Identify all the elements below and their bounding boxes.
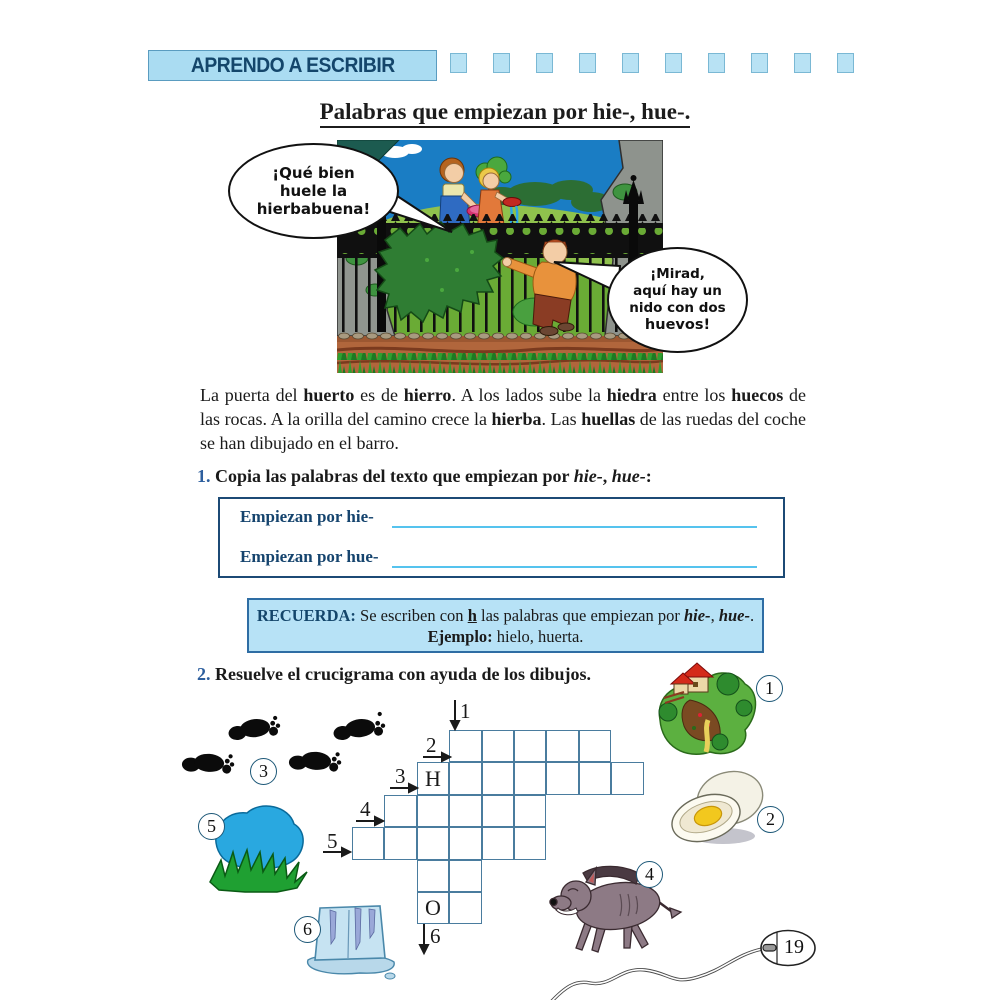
crossword-cell-r1c5[interactable] <box>514 762 546 794</box>
crossword-cell-r0c7[interactable] <box>579 730 611 762</box>
reading-paragraph: La puerta del huerto es de hierro. A los lados sube la hiedra entre los huecos de las rocas. A la orilla del camino crece la hierba. Las huellas de las ruedas del coche se han dibujado en el barro. <box>200 385 807 453</box>
mouse-cable <box>550 949 762 1000</box>
clue-number-6: 6 <box>430 924 441 948</box>
grass-icon <box>205 800 315 895</box>
clue-number-5: 5 <box>327 829 338 853</box>
crossword-cell-r0c5[interactable] <box>514 730 546 762</box>
picture-badge-3: 3 <box>250 758 277 785</box>
header-title: APRENDO A ESCRIBIR <box>190 53 395 77</box>
orchard-house-icon <box>650 660 765 765</box>
crossword-cell-r2c5[interactable] <box>514 795 546 827</box>
egg-icon <box>668 760 768 852</box>
crossword-cell-r1c7[interactable] <box>579 762 611 794</box>
decor-square <box>665 53 682 73</box>
clue-number-4: 4 <box>360 797 371 821</box>
footprints-icon <box>180 705 395 790</box>
decor-square <box>708 53 725 73</box>
page-title: Palabras que empiezan por hie-, hue-. <box>150 99 860 125</box>
picture-badge-2: 2 <box>757 806 784 833</box>
crossword-cell-r0c4[interactable] <box>482 730 514 762</box>
exercise1-prompt: Copia las palabras del texto que empiezan por hie-, hue-: <box>215 466 652 486</box>
crossword-cell-r1c8[interactable] <box>611 762 643 794</box>
decor-square <box>536 53 553 73</box>
picture-badge-6: 6 <box>294 916 321 943</box>
header-banner <box>148 50 437 81</box>
exercise2-number: 2. <box>197 664 211 684</box>
exercise1-heading <box>197 466 837 487</box>
recuerda-rule-box <box>247 598 764 653</box>
header-decor-squares <box>450 53 854 73</box>
recuerda-line1: RECUERDA: Se escriben con h las palabras que empiezan por hie-, hue-. <box>256 606 755 625</box>
label-empiezan-hie: Empiezan por hie- <box>240 507 374 526</box>
page-number: 19 <box>784 936 804 958</box>
speech-bubble-boy: ¡Mirad, aquí hay un nido con dos huevos! <box>607 247 748 353</box>
decor-square <box>751 53 768 73</box>
answer-line-hie[interactable] <box>392 526 757 528</box>
crossword-cell-r0c6[interactable] <box>546 730 578 762</box>
crossword-given-letter-H: H <box>425 765 441 791</box>
answer-line-hue[interactable] <box>392 566 757 568</box>
label-empiezan-hue: Empiezan por hue- <box>240 547 379 566</box>
crossword-cell-r1c4[interactable] <box>482 762 514 794</box>
decor-square <box>837 53 854 73</box>
clue-number-3: 3 <box>395 764 406 788</box>
crossword-given-letter-O: O <box>425 895 441 921</box>
recuerda-line2: Ejemplo: hielo, huerta. <box>427 627 584 646</box>
picture-badge-5: 5 <box>198 813 225 840</box>
crossword-cell-r3c5[interactable] <box>514 827 546 859</box>
clue-number-2: 2 <box>426 733 437 757</box>
decor-square <box>493 53 510 73</box>
crossword-cell-r2c4[interactable] <box>482 795 514 827</box>
mouse-wheel <box>763 945 776 952</box>
decor-square <box>579 53 596 73</box>
exercise2-prompt: Resuelve el crucigrama con ayuda de los dibujos. <box>215 664 591 684</box>
clue-number-1: 1 <box>460 699 471 723</box>
picture-badge-4: 4 <box>636 861 663 888</box>
grass-strip <box>337 353 663 373</box>
exercise1-answer-box <box>218 497 785 578</box>
decor-square <box>622 53 639 73</box>
speech-bubble-girls: ¡Qué bien huele la hierbabuena! <box>228 143 399 239</box>
decor-square <box>450 53 467 73</box>
crossword-cell-r1c6[interactable] <box>546 762 578 794</box>
crossword-cell-r3c4[interactable] <box>482 827 514 859</box>
picture-badge-1: 1 <box>756 675 783 702</box>
decor-square <box>794 53 811 73</box>
exercise1-number: 1. <box>197 466 211 486</box>
